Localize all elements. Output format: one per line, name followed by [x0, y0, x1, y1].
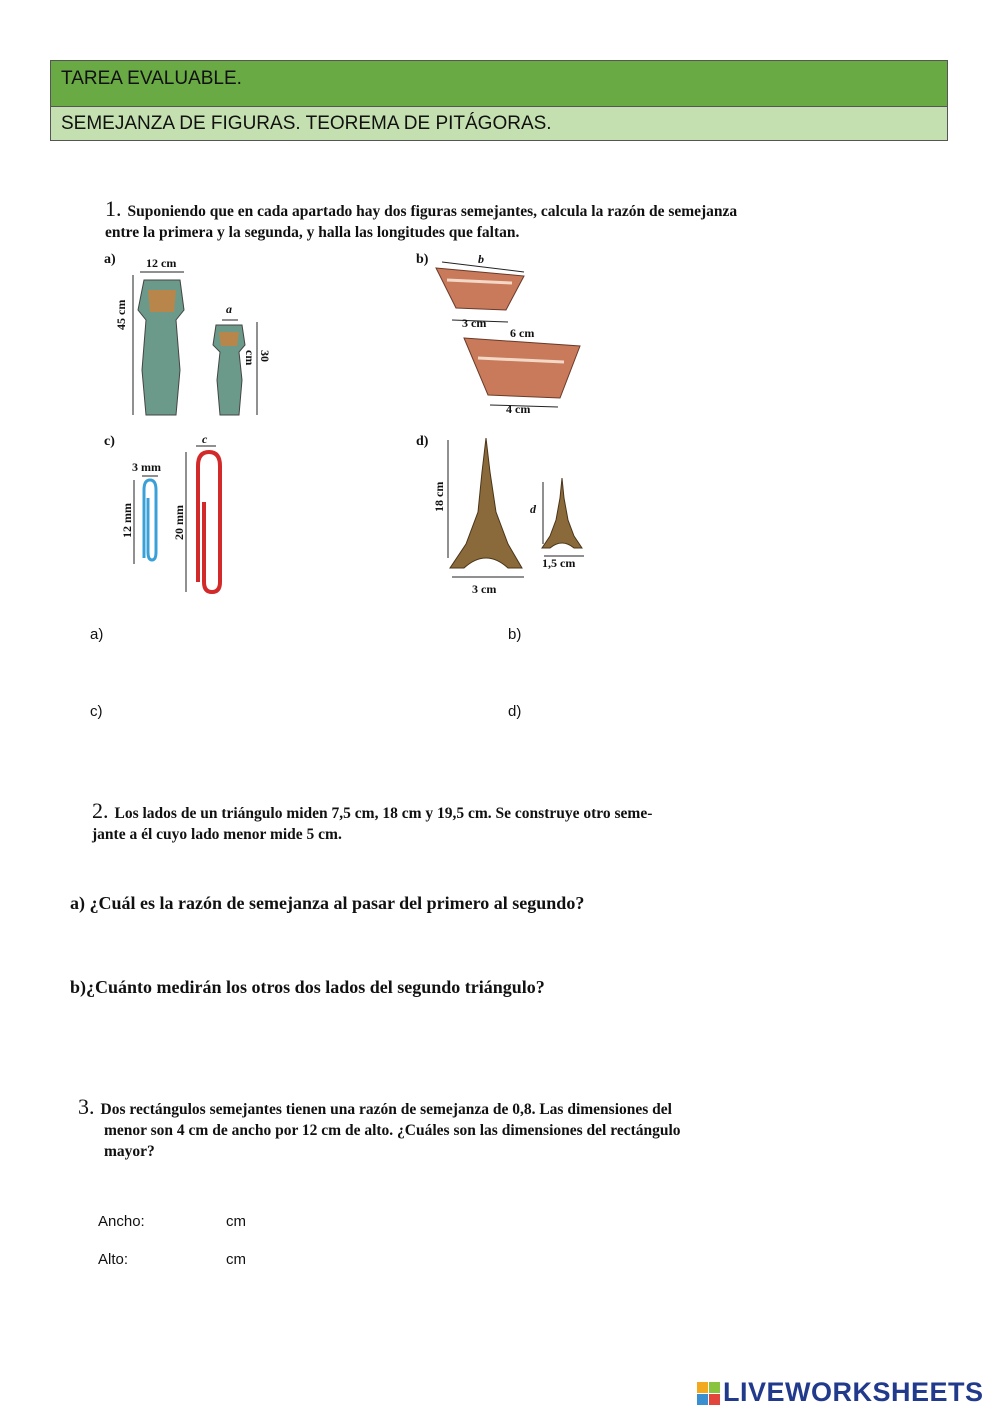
exercise-2-question-a: a) ¿Cuál es la razón de semejanza al pasar del primero al segundo?	[70, 893, 585, 913]
figure-a	[100, 250, 300, 420]
exercise-1-number: 1.	[105, 196, 122, 221]
exercise-2-statement	[92, 800, 772, 845]
exercise-3-number: 3.	[78, 1094, 95, 1119]
exercise-2-line-1: Los lados de un triángulo miden 7,5 cm, 18 cm y 19,5 cm. Se construye otro seme-	[114, 805, 653, 822]
figure-d-label: d)	[416, 434, 429, 449]
figure-a-top-measure: 12 cm	[146, 256, 177, 270]
figure-b-measure-1: 3 cm	[462, 316, 487, 330]
figure-c-width-measure: 3 mm	[132, 460, 161, 474]
figure-b-label: b)	[416, 252, 429, 267]
exercise-1-statement	[105, 198, 745, 243]
figure-b-measure-2: 6 cm	[510, 326, 535, 340]
figure-c-large-height-measure: 20 mm	[172, 505, 186, 540]
answer-a-label: a)	[90, 626, 104, 643]
exercise-3-line-1: Dos rectángulos semejantes tienen una razón de semejanza de 0,8. Las dimensiones del	[100, 1101, 672, 1118]
answer-d-label: d)	[508, 703, 522, 720]
figure-c	[100, 432, 300, 597]
exercise-3-line-3: mayor?	[104, 1143, 155, 1160]
figure-a-height-measure: 45 cm	[114, 299, 128, 330]
answer-b-label: b)	[508, 626, 522, 643]
figure-b-unknown: b	[478, 252, 484, 266]
liveworksheets-logo-text: LIVEWORKSHEETS	[723, 1377, 984, 1407]
figure-c-label: c)	[104, 434, 115, 449]
liveworksheets-logo	[697, 1378, 997, 1412]
figure-d-width-measure: 3 cm	[472, 582, 497, 596]
figure-d-small-width-measure: 1,5 cm	[542, 556, 576, 570]
header-subtitle: SEMEJANZA DE FIGURAS. TEOREMA DE PITÁGORAS.	[61, 113, 552, 134]
exercise-2-question-b: b)¿Cuánto medirán los otros dos lados del segundo triángulo?	[70, 977, 545, 997]
ancho-unit: cm	[226, 1213, 246, 1230]
exercise-2-line-2: jante a él cuyo lado menor mide 5 cm.	[92, 826, 342, 843]
figure-d-unknown: d	[530, 502, 536, 516]
figure-a-label: a)	[104, 252, 116, 267]
header-subtitle-bar	[50, 106, 948, 141]
figure-d-height-measure: 18 cm	[432, 481, 446, 512]
ancho-label: Ancho:	[98, 1213, 145, 1230]
figure-c-small-height-measure: 12 mm	[120, 503, 134, 538]
answer-c-label: c)	[90, 703, 103, 720]
figure-d	[412, 432, 602, 600]
figure-c-unknown: c	[202, 432, 208, 446]
figure-a-drawing	[100, 250, 300, 420]
figure-a-unknown: a	[226, 302, 232, 316]
figure-b	[412, 250, 602, 422]
figure-a-small-height-measure: 30 cm	[243, 350, 272, 366]
alto-unit: cm	[226, 1251, 246, 1268]
exercise-1-text: Suponiendo que en cada apartado hay dos figuras semejantes, calcula la razón de semejanza entre la primera y la segunda, y halla las longitudes que faltan.	[105, 203, 738, 241]
exercise-3-statement	[78, 1096, 778, 1162]
figure-b-measure-3: 4 cm	[506, 402, 531, 416]
alto-label: Alto:	[98, 1251, 129, 1268]
liveworksheets-logo-icon	[697, 1382, 721, 1406]
figure-b-drawing	[412, 250, 602, 422]
exercise-2-number: 2.	[92, 798, 109, 823]
exercise-3-line-2: menor son 4 cm de ancho por 12 cm de alto. ¿Cuáles son las dimensiones del rectángulo	[104, 1122, 681, 1139]
figure-d-drawing	[412, 432, 602, 600]
header-title-bar	[50, 60, 948, 107]
header-title: TAREA EVALUABLE.	[61, 68, 242, 89]
